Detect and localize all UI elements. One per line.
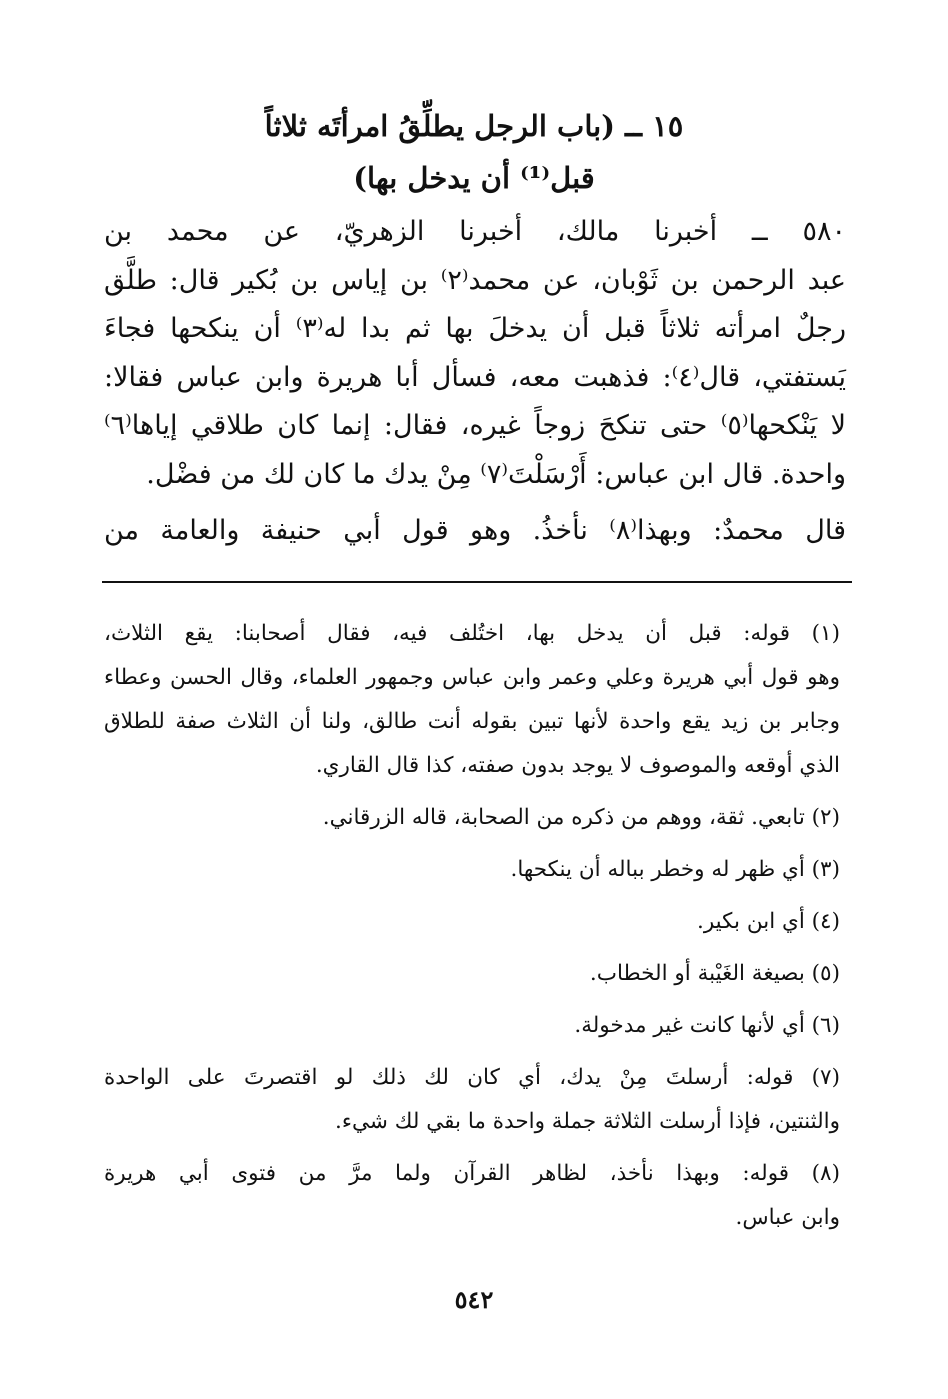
footnote-line: (٨) قوله: وبهذا نأخذ، لظاهر القرآن ولما مرَّ من فتوى أبي هريرة	[104, 1161, 840, 1186]
hadith-line: واحدة. قال ابن عباس: أَرْسَلْتَ⁽٧⁾ مِنْ يدك ما كان لك من فضْل.	[146, 458, 846, 490]
hadith-line: عبد الرحمن بن ثَوْبان، عن محمد⁽٢⁾ بن إياس بن بُكير قال: طلَّق	[104, 264, 846, 296]
footnote-line: وجابر بن زيد يقع واحدة لأنها تبين بقوله أنت طالق، ولنا أن الثلاث صفة للطلاق	[104, 709, 840, 734]
hadith-line: يَستفتي، قال⁽٤⁾: فذهبت معه، فسأل أبا هريرة وابن عباس فقالا:	[104, 361, 846, 393]
footnote-line: (١) قوله: قبل أن يدخل بها، اختُلف فيه، فقال أصحابنا: يقع الثلاث،	[104, 621, 840, 646]
footnote-line: (٤) أي ابن بكير.	[696, 909, 840, 934]
footnote-5	[104, 952, 840, 996]
footnote-line: (٥) بصيغة الغَيْبة أو الخطاب.	[589, 961, 840, 986]
hadith-text	[104, 208, 846, 556]
footnote-6	[104, 1004, 840, 1048]
footnotes	[104, 612, 840, 1248]
commentary-line: قال محمدٌ: وبهذا⁽٨⁾ نأخذُ. وهو قول أبي حنيفة والعامة من	[104, 515, 846, 546]
footnote-4	[104, 900, 840, 944]
chapter-heading-line-2: قبل⁽¹⁾ أن يدخل بها)	[353, 161, 595, 195]
footnote-2	[104, 796, 840, 840]
hadith-line: ٥٨٠ ــ أخبرنا مالك، أخبرنا الزهريّ، عن محمد بن	[104, 216, 846, 247]
footnote-line: وابن عباس.	[735, 1205, 840, 1230]
footnote-8	[104, 1152, 840, 1240]
footnote-1	[104, 612, 840, 788]
footnote-separator	[102, 581, 852, 583]
footnote-line: (٢) تابعي. ثقة، ووهم من ذكره من الصحابة، قاله الزرقاني.	[322, 805, 840, 830]
paragraph-gap	[104, 499, 846, 507]
footnote-line: (٦) أي لأنها كانت غير مدخولة.	[574, 1013, 840, 1038]
footnote-line: (٧) قوله: أرسلتَ مِنْ يدك، أي كان لك ذلك لو اقتصرتَ على الواحدة	[104, 1065, 840, 1090]
chapter-heading-line-1: ١٥ ــ (باب الرجل يطلِّقُ امرأتَه ثلاثاً	[264, 109, 684, 143]
chapter-heading	[100, 100, 848, 204]
footnote-line: (٣) أي ظهر له وخطر بباله أن ينكحها.	[510, 857, 840, 882]
hadith-line: لا يَنْكحها⁽٥⁾ حتى تنكحَ زوجاً غيره، فقال: إنما كان طلاقي إياها⁽٦⁾	[104, 410, 846, 441]
footnote-3	[104, 848, 840, 892]
footnote-line: والثنتين، فإذا أرسلت الثلاثة جملة واحدة ما بقي لك شيء.	[335, 1109, 840, 1134]
footnote-line: الذي أوقعه والموصوف لا يوجد بدون صفته، كذا قال القاري.	[315, 753, 840, 778]
footnote-7	[104, 1056, 840, 1144]
hadith-line: رجلٌ امرأته ثلاثاً قبل أن يدخلَ بها ثم بدا له⁽٣⁾ أن ينكحها فجاءَ	[104, 313, 846, 344]
footnote-line: وهو قول أبي هريرة وعلي وعمر وابن عباس وجمهور العلماء، وقال الحسن وعطاء	[104, 665, 840, 690]
page-number: ٥٤٢	[454, 1285, 494, 1314]
